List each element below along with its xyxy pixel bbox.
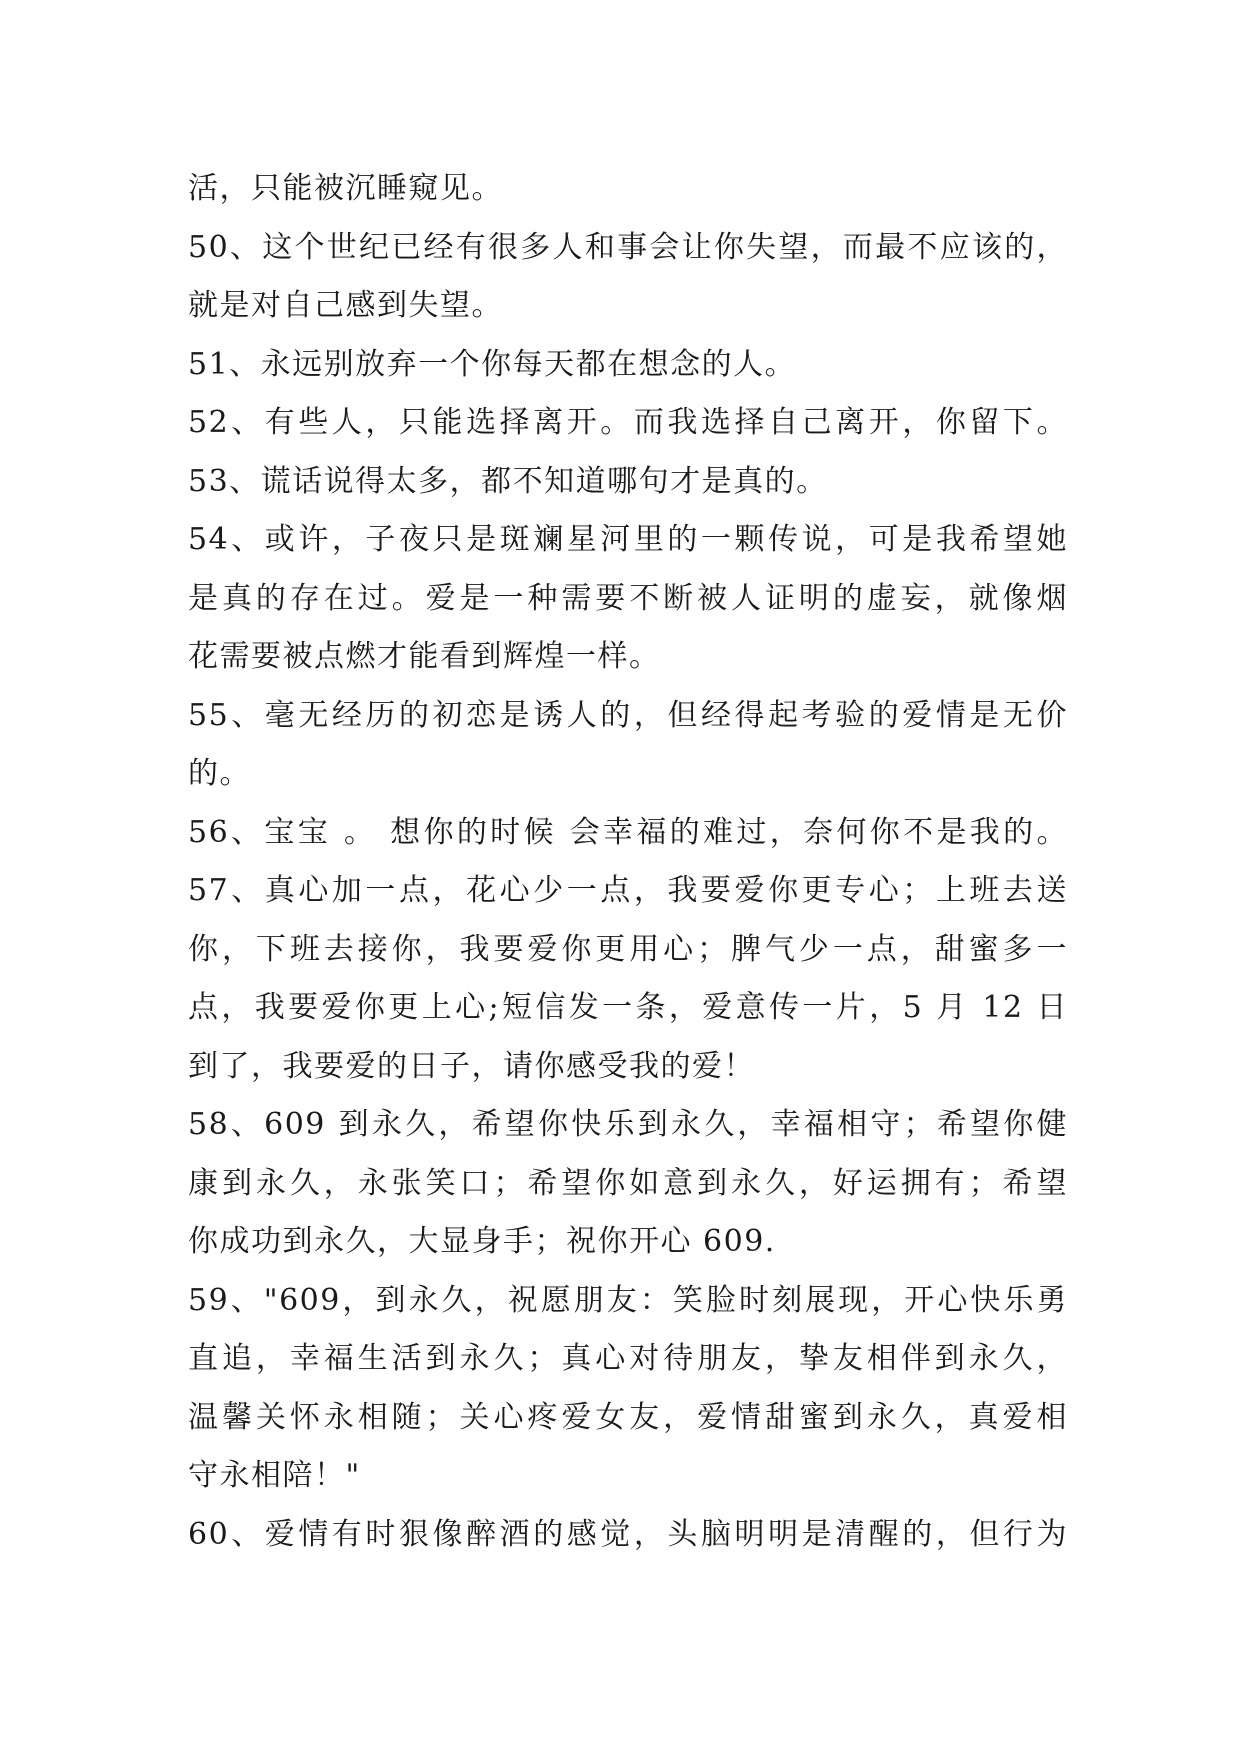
text-line: 52、有些人，只能选择离开。而我选择自己离开，你留下。 [188, 405, 1068, 440]
text-line: 是真的存在过。爱是一种需要不断被人证明的虚妄，就像烟 [188, 580, 1068, 616]
text-line: 直追，幸福生活到永久；真心对待朋友，挚友相伴到永久， [188, 1341, 1068, 1376]
text-line: 的。 [188, 756, 251, 791]
text-line: 59、"609，到永久，祝愿朋友：笑脸时刻展现，开心快乐勇 [188, 1282, 1068, 1318]
text-line: 到了，我要爱的日子，请你感受我的爱！ [188, 1048, 755, 1084]
text-line: 康到永久，永张笑口；希望你如意到永久，好运拥有；希望 [188, 1165, 1068, 1201]
text-line: 51、永远别放弃一个你每天都在想念的人。 [188, 346, 797, 382]
text-line: 53、谎话说得太多，都不知道哪句才是真的。 [188, 463, 828, 499]
text-line: 点，我要爱你更上心;短信发一条，爱意传一片，5 月 12 日 [188, 990, 1068, 1025]
text-line: 54、或许，子夜只是斑斓星河里的一颗传说，可是我希望她 [188, 522, 1068, 557]
text-line: 55、毫无经历的初恋是诱人的，但经得起考验的爱情是无价 [188, 697, 1068, 733]
text-line: 60、爱情有时狠像醉酒的感觉，头脑明明是清醒的，但行为 [188, 1516, 1068, 1552]
text-line: 就是对自己感到失望。 [188, 288, 503, 323]
text-line: 守永相陪！" [188, 1458, 361, 1493]
text-line: 花需要被点燃才能看到辉煌一样。 [188, 639, 661, 674]
text-line: 58、609 到永久，希望你快乐到永久，幸福相守；希望你健 [188, 1107, 1068, 1142]
text-line: 你成功到永久，大显身手；祝你开心 609. [188, 1224, 776, 1259]
text-line: 温馨关怀永相随；关心疼爱女友，爱情甜蜜到永久，真爱相 [188, 1399, 1068, 1435]
text-line: 57、真心加一点，花心少一点，我要爱你更专心；上班去送 [188, 873, 1068, 908]
text-line: 你，下班去接你，我要爱你更用心；脾气少一点，甜蜜多一 [188, 931, 1068, 967]
text-line: 50、这个世纪已经有很多人和事会让你失望，而最不应该的， [188, 229, 1068, 265]
text-line: 56、宝宝 。 想你的时候 会幸福的难过，奈何你不是我的。 [188, 814, 1068, 850]
text-line: 活，只能被沉睡窥见。 [188, 171, 503, 206]
document-body [188, 160, 1068, 1564]
